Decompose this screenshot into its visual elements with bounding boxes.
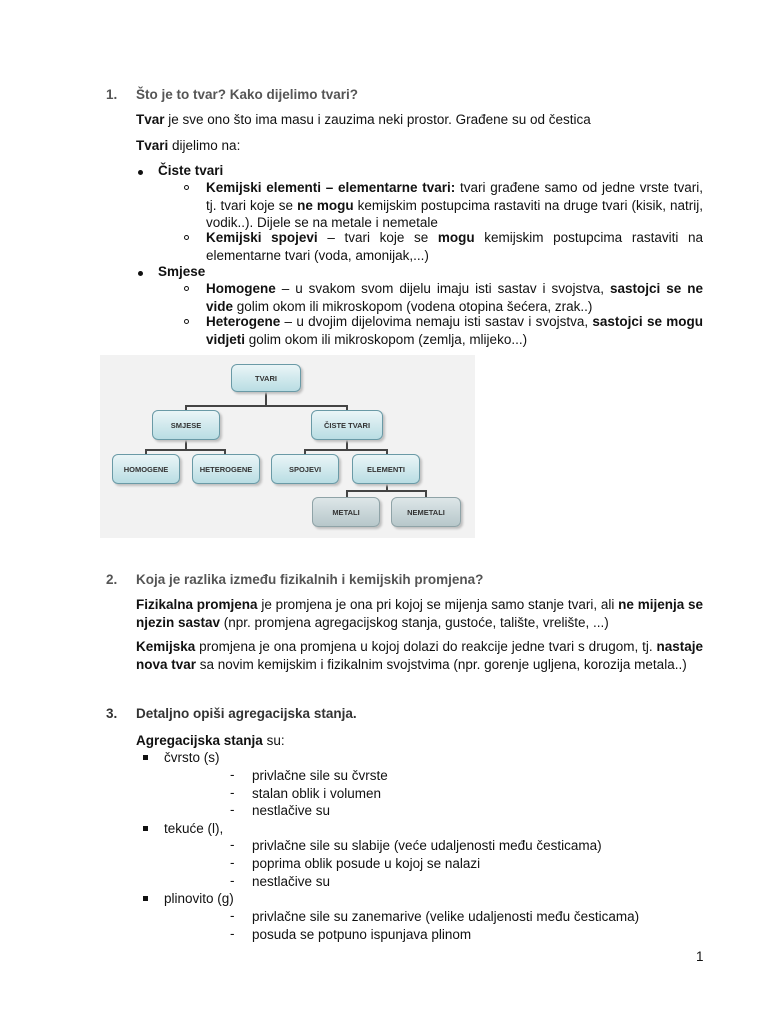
- mixtures-label: Smjese: [158, 264, 206, 279]
- compounds-item: Kemijski spojevi – tvari koje se mogu kemijskim postupcima rastaviti na elementarne tvari (voda, amonijak,...): [206, 230, 703, 263]
- pure-substances-label: Čiste tvari: [158, 163, 224, 178]
- solid-prop: privlačne sile su čvrste: [252, 768, 388, 783]
- dash-icon: -: [230, 908, 235, 923]
- q2-title: Koja je razlika između fizikalnih i kemijskih promjena?: [136, 572, 484, 587]
- dash-icon: -: [230, 855, 235, 870]
- q1-title: Što je to tvar? Kako dijelimo tvari?: [136, 87, 359, 102]
- q3-intro: Agregacijska stanja su:: [136, 733, 285, 748]
- dash-icon: -: [230, 785, 235, 800]
- circle-bullet-icon: [184, 286, 189, 291]
- dash-icon: -: [230, 873, 235, 888]
- chemical-change-paragraph: Kemijska promjena je ona promjena u kojoj dolazi do reakcije jedne tvari s drugom, tj. nastaje nova tvar sa novim kemijskim i fizikalnim svojstvima (npr. gorenje ugljena, korozija metala..): [136, 639, 703, 672]
- node-nemetali: NEMETALI: [391, 497, 461, 527]
- elements-item: Kemijski elementi – elementarne tvari: tvari građene samo od jedne vrste tvari, tj. tvari koje se ne mogu kemijskim postupcima rastaviti na druge tvari (kisik, natrij, vodik..). Dijele se na metale i nemetale: [206, 180, 704, 230]
- connector-line: [425, 490, 427, 497]
- connector-line: [304, 449, 387, 451]
- homogeneous-item: Homogene – u svakom svom dijelu imaju isti sastav i svojstva, sastojci se ne vide golim okom ili mikroskopom (vodena otopina šećera, zrak..): [206, 281, 703, 314]
- term-tvari: Tvari: [136, 138, 169, 153]
- q2-number: 2.: [106, 572, 118, 587]
- term-tvar: Tvar: [136, 112, 165, 127]
- node-homogene: HOMOGENE: [112, 454, 180, 484]
- liquid-prop: poprima oblik posude u kojoj se nalazi: [252, 856, 481, 871]
- solid-prop: stalan oblik i volumen: [252, 786, 382, 801]
- q3-number: 3.: [106, 706, 118, 721]
- bullet-icon: [138, 271, 143, 276]
- gas-prop: posuda se potpuno ispunjava plinom: [252, 927, 472, 942]
- node-ciste-tvari: ČISTE TVARI: [311, 410, 383, 440]
- q3-title: Detaljno opiši agregacijska stanja.: [136, 706, 357, 721]
- circle-bullet-icon: [184, 185, 189, 190]
- square-bullet-icon: [143, 826, 148, 831]
- circle-bullet-icon: [184, 319, 189, 324]
- dash-icon: -: [230, 802, 235, 817]
- node-elementi: ELEMENTI: [352, 454, 420, 484]
- state-solid-label: čvrsto (s): [164, 750, 220, 765]
- substance-classification-diagram: [100, 355, 475, 538]
- definition-text: je sve ono što ima masu i zauzima neki prostor. Građene su od čestica: [164, 112, 591, 127]
- connector-line: [185, 405, 347, 407]
- liquid-prop: privlačne sile su slabije (veće udaljenosti među česticama): [252, 838, 602, 853]
- solid-prop: nestlačive su: [252, 803, 331, 818]
- connector-line: [346, 490, 348, 497]
- q1-number: 1.: [106, 87, 118, 102]
- bullet-icon: [138, 170, 143, 175]
- node-spojevi: SPOJEVI: [271, 454, 339, 484]
- node-smjese: SMJESE: [152, 410, 220, 440]
- q1-definition: [136, 111, 591, 129]
- dash-icon: -: [230, 767, 235, 782]
- state-liquid-label: tekuće (l),: [164, 821, 224, 836]
- node-tvari: TVARI: [231, 364, 301, 392]
- dash-icon: -: [230, 837, 235, 852]
- square-bullet-icon: [143, 896, 148, 901]
- heterogeneous-item: Heterogene – u dvojim dijelovima nemaju isti sastav i svojstva, sastojci se mogu vidjeti golim okom ili mikroskopom (zemlja, mlijeko...): [206, 314, 703, 347]
- page-number: 1: [696, 949, 704, 964]
- dash-icon: -: [230, 926, 235, 941]
- connector-line: [265, 392, 267, 406]
- state-gas-label: plinovito (g): [164, 891, 234, 906]
- connector-line: [145, 449, 225, 451]
- node-heterogene: HETEROGENE: [192, 454, 260, 484]
- square-bullet-icon: [143, 755, 148, 760]
- q1-intro: [136, 137, 240, 155]
- physical-change-paragraph: Fizikalna promjena je promjena je ona pri kojoj se mijenja samo stanje tvari, ali ne mijenja se njezin sastav (npr. promjena agregacijskog stanja, gustoće, talište, vrelište, ...): [136, 597, 704, 630]
- connector-line: [346, 490, 426, 492]
- intro-text: dijelimo na:: [168, 138, 241, 153]
- gas-prop: privlačne sile su zanemarive (velike udaljenosti među česticama): [252, 909, 640, 924]
- node-metali: METALI: [312, 497, 380, 527]
- liquid-prop: nestlačive su: [252, 874, 331, 889]
- circle-bullet-icon: [184, 235, 189, 240]
